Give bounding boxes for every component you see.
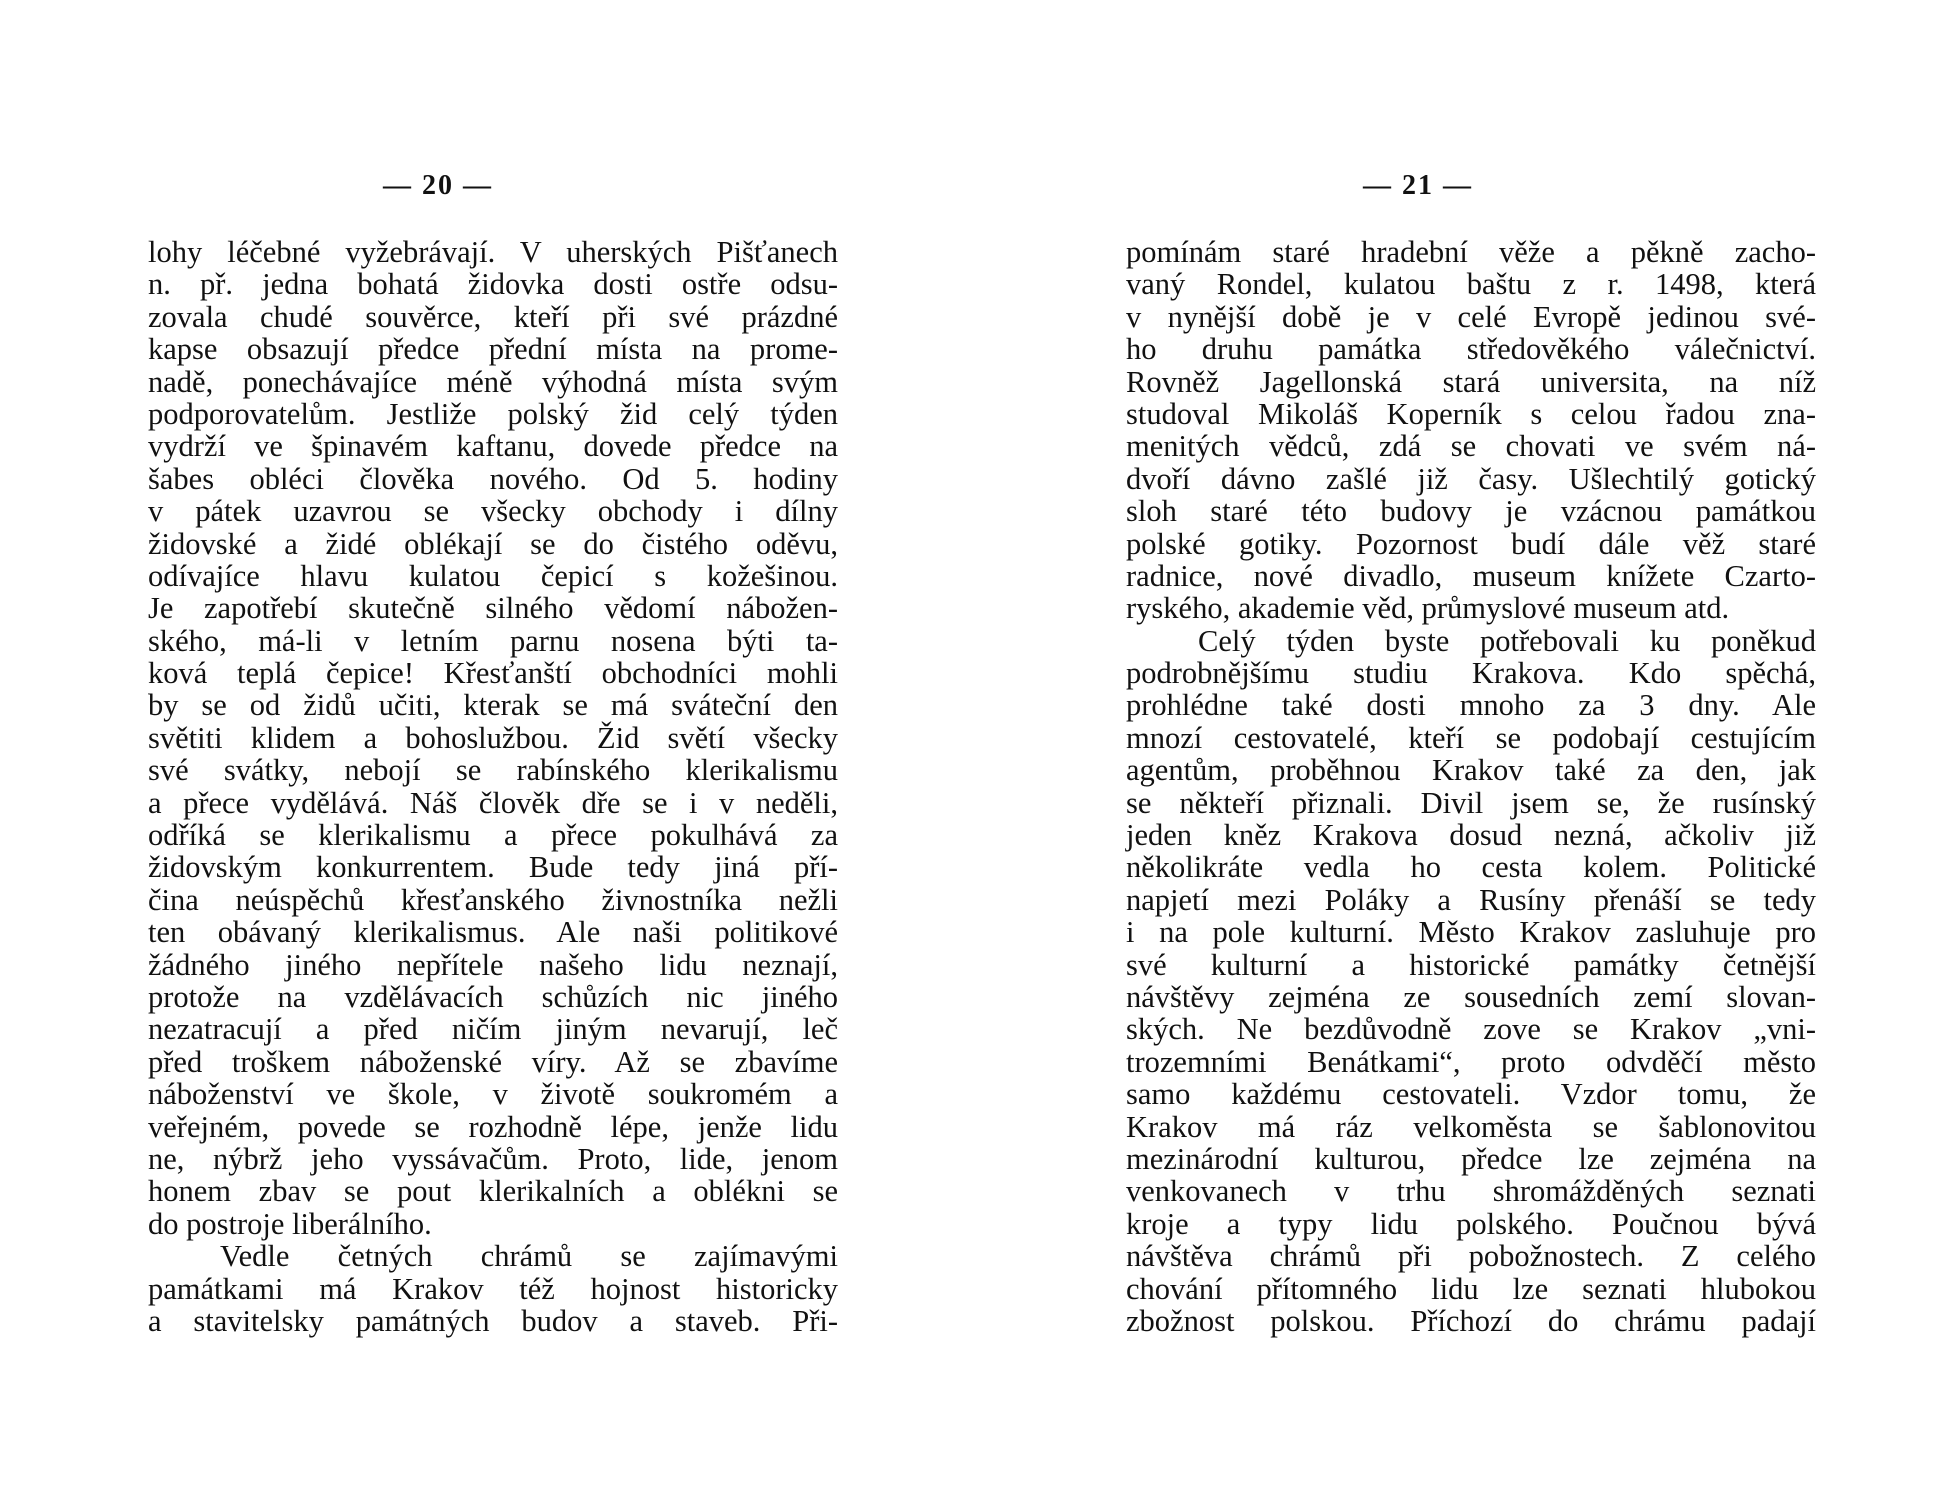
text-line: návštěvy zejména ze sousedních zemí slovan- — [1126, 979, 1816, 1014]
text-line: ho druhu památka středověkého válečnictví. — [1126, 332, 1816, 367]
text-line: památkami má Krakov též hojnost historicky — [148, 1271, 838, 1306]
text-line: několikráte vedla ho cesta kolem. Politické — [1126, 850, 1816, 885]
text-line: šabes obléci člověka nového. Od 5. hodiny — [148, 461, 838, 496]
text-line: venkovanech v trhu shromážděných seznati — [1126, 1174, 1816, 1209]
text-line: podrobnějšímu studiu Krakova. Kdo spěchá, — [1126, 656, 1816, 691]
text-line: polské gotiky. Pozornost budí dále věž staré — [1126, 526, 1816, 561]
text-line: podporovatelům. Jestliže polský žid celý týden — [148, 396, 838, 431]
text-line: ského, má-li v letním parnu nosena býti ta- — [148, 623, 838, 658]
text-line: lohy léčebné vyžebrávají. V uherských Pišťanech — [148, 235, 838, 269]
text-line: Krakov má ráz velkoměsta se šablonovitou — [1126, 1109, 1816, 1144]
text-line: chování přítomného lidu lze seznati hlubokou — [1126, 1271, 1816, 1306]
text-line: židovské a židé oblékají se do čistého oděvu, — [148, 526, 838, 561]
text-line: v nynější době je v celé Evropě jedinou své- — [1126, 299, 1816, 334]
page-number-left: — 20 — — [383, 170, 493, 201]
text-line: odívajíce hlavu kulatou čepicí s kožešinou. — [148, 558, 838, 593]
text-line: nadě, ponechávajíce méně výhodná místa svým — [148, 364, 838, 399]
text-line: ne, nýbrž jeho vyssávačům. Proto, lide, jenom — [148, 1141, 838, 1176]
text-line: sloh staré této budovy je vzácnou památkou — [1126, 494, 1816, 529]
text-line: návštěva chrámů při pobožnostech. Z celého — [1126, 1239, 1816, 1274]
text-line: světiti klidem a bohoslužbou. Žid světí všecky — [148, 720, 838, 755]
right-page-text — [1126, 236, 1816, 1337]
text-line: zovala chudé souvěrce, kteří při své prázdné — [148, 299, 838, 334]
text-line: Je zapotřebí skutečně silného vědomí nábožen- — [148, 591, 838, 626]
text-line: své svátky, nebojí se rabínského klerikalismu — [148, 753, 838, 788]
text-line: náboženství ve škole, v životě soukromém a — [148, 1077, 838, 1112]
text-line: honem zbav se pout klerikalních a oblékni se — [148, 1174, 838, 1209]
text-line: se někteří přiznali. Divil jsem se, že rusínský — [1126, 785, 1816, 820]
text-line: menitých vědců, zdá se chovati ve svém ná- — [1126, 429, 1816, 464]
text-line: do postroje liberálního. — [148, 1206, 432, 1241]
text-line: dvoří dávno zašlé již časy. Ušlechtilý gotický — [1126, 461, 1816, 496]
left-page-text — [148, 236, 838, 1337]
text-line: pomínám staré hradební věže a pěkně zacho- — [1126, 235, 1816, 269]
text-line: žádného jiného nepřítele našeho lidu neznají, — [148, 947, 838, 982]
text-line: ková teplá čepice! Křesťanští obchodníci mohli — [148, 656, 838, 691]
text-line: kapse obsazují předce přední místa na prome- — [148, 332, 838, 367]
text-line: a přece vydělává. Náš člověk dře se i v neděli, — [148, 785, 838, 820]
text-line: židovským konkurrentem. Bude tedy jiná pří- — [148, 850, 838, 885]
text-line: agentům, proběhnou Krakov také za den, jak — [1126, 753, 1816, 788]
text-line: samo každému cestovateli. Vzdor tomu, že — [1126, 1077, 1816, 1112]
text-line: studoval Mikoláš Koperník s celou řadou zna- — [1126, 396, 1816, 431]
text-line: mezinárodní kulturou, předce lze zejména na — [1126, 1141, 1816, 1176]
text-line: odříká se klerikalismu a přece pokulhává za — [148, 818, 838, 853]
text-line: prohlédne také dosti mnoho za 3 dny. Ale — [1126, 688, 1816, 723]
text-line: veřejném, povede se rozhodně lépe, jenže lidu — [148, 1109, 838, 1144]
text-line: Celý týden byste potřebovali ku poněkud — [1198, 623, 1816, 658]
text-line: zbožnost polskou. Příchozí do chrámu padají — [1126, 1303, 1816, 1338]
text-line: trozemními Benátkami“, proto odvděčí město — [1126, 1044, 1816, 1079]
text-line: ryského, akademie věd, průmyslové museum atd. — [1126, 591, 1730, 626]
text-line: vaný Rondel, kulatou baštu z r. 1498, která — [1126, 267, 1816, 302]
text-line: i na pole kulturní. Město Krakov zasluhuje pro — [1126, 915, 1816, 950]
text-line: n. př. jedna bohatá židovka dosti ostře odsu- — [148, 267, 838, 302]
text-line: mnozí cestovatelé, kteří se podobají cestujícím — [1126, 720, 1816, 755]
text-line: v pátek uzavrou se všecky obchody i dílny — [148, 494, 838, 529]
text-line: by se od židů učiti, kterak se má sváteční den — [148, 688, 838, 723]
text-line: ských. Ne bezdůvodně zove se Krakov „vni- — [1126, 1012, 1816, 1047]
text-line: jeden kněz Krakova dosud nezná, ačkoliv již — [1126, 818, 1816, 853]
text-line: protože na vzdělávacích schůzích nic jiného — [148, 979, 838, 1014]
text-line: radnice, nové divadlo, museum knížete Czarto- — [1126, 558, 1816, 593]
text-line: vydrží ve špinavém kaftanu, dovede předce na — [148, 429, 838, 464]
text-line: před troškem náboženské víry. Až se zbavíme — [148, 1044, 838, 1079]
text-line: Vedle četných chrámů se zajímavými — [220, 1239, 838, 1274]
page-number-right: — 21 — — [1363, 170, 1473, 201]
text-line: napjetí mezi Poláky a Rusíny přenáší se tedy — [1126, 882, 1816, 917]
text-line: kroje a typy lidu polského. Poučnou bývá — [1126, 1206, 1816, 1241]
text-line: Rovněž Jagellonská stará universita, na níž — [1126, 364, 1816, 399]
text-line: a stavitelsky památných budov a staveb. Při- — [148, 1303, 838, 1338]
text-line: ten obávaný klerikalismus. Ale naši politikové — [148, 915, 838, 950]
text-line: čina neúspěchů křesťanského živnostníka nežli — [148, 882, 838, 917]
text-line: své kulturní a historické památky četnější — [1126, 947, 1816, 982]
text-line: nezatracují a před ničím jiným nevarují, leč — [148, 1012, 838, 1047]
